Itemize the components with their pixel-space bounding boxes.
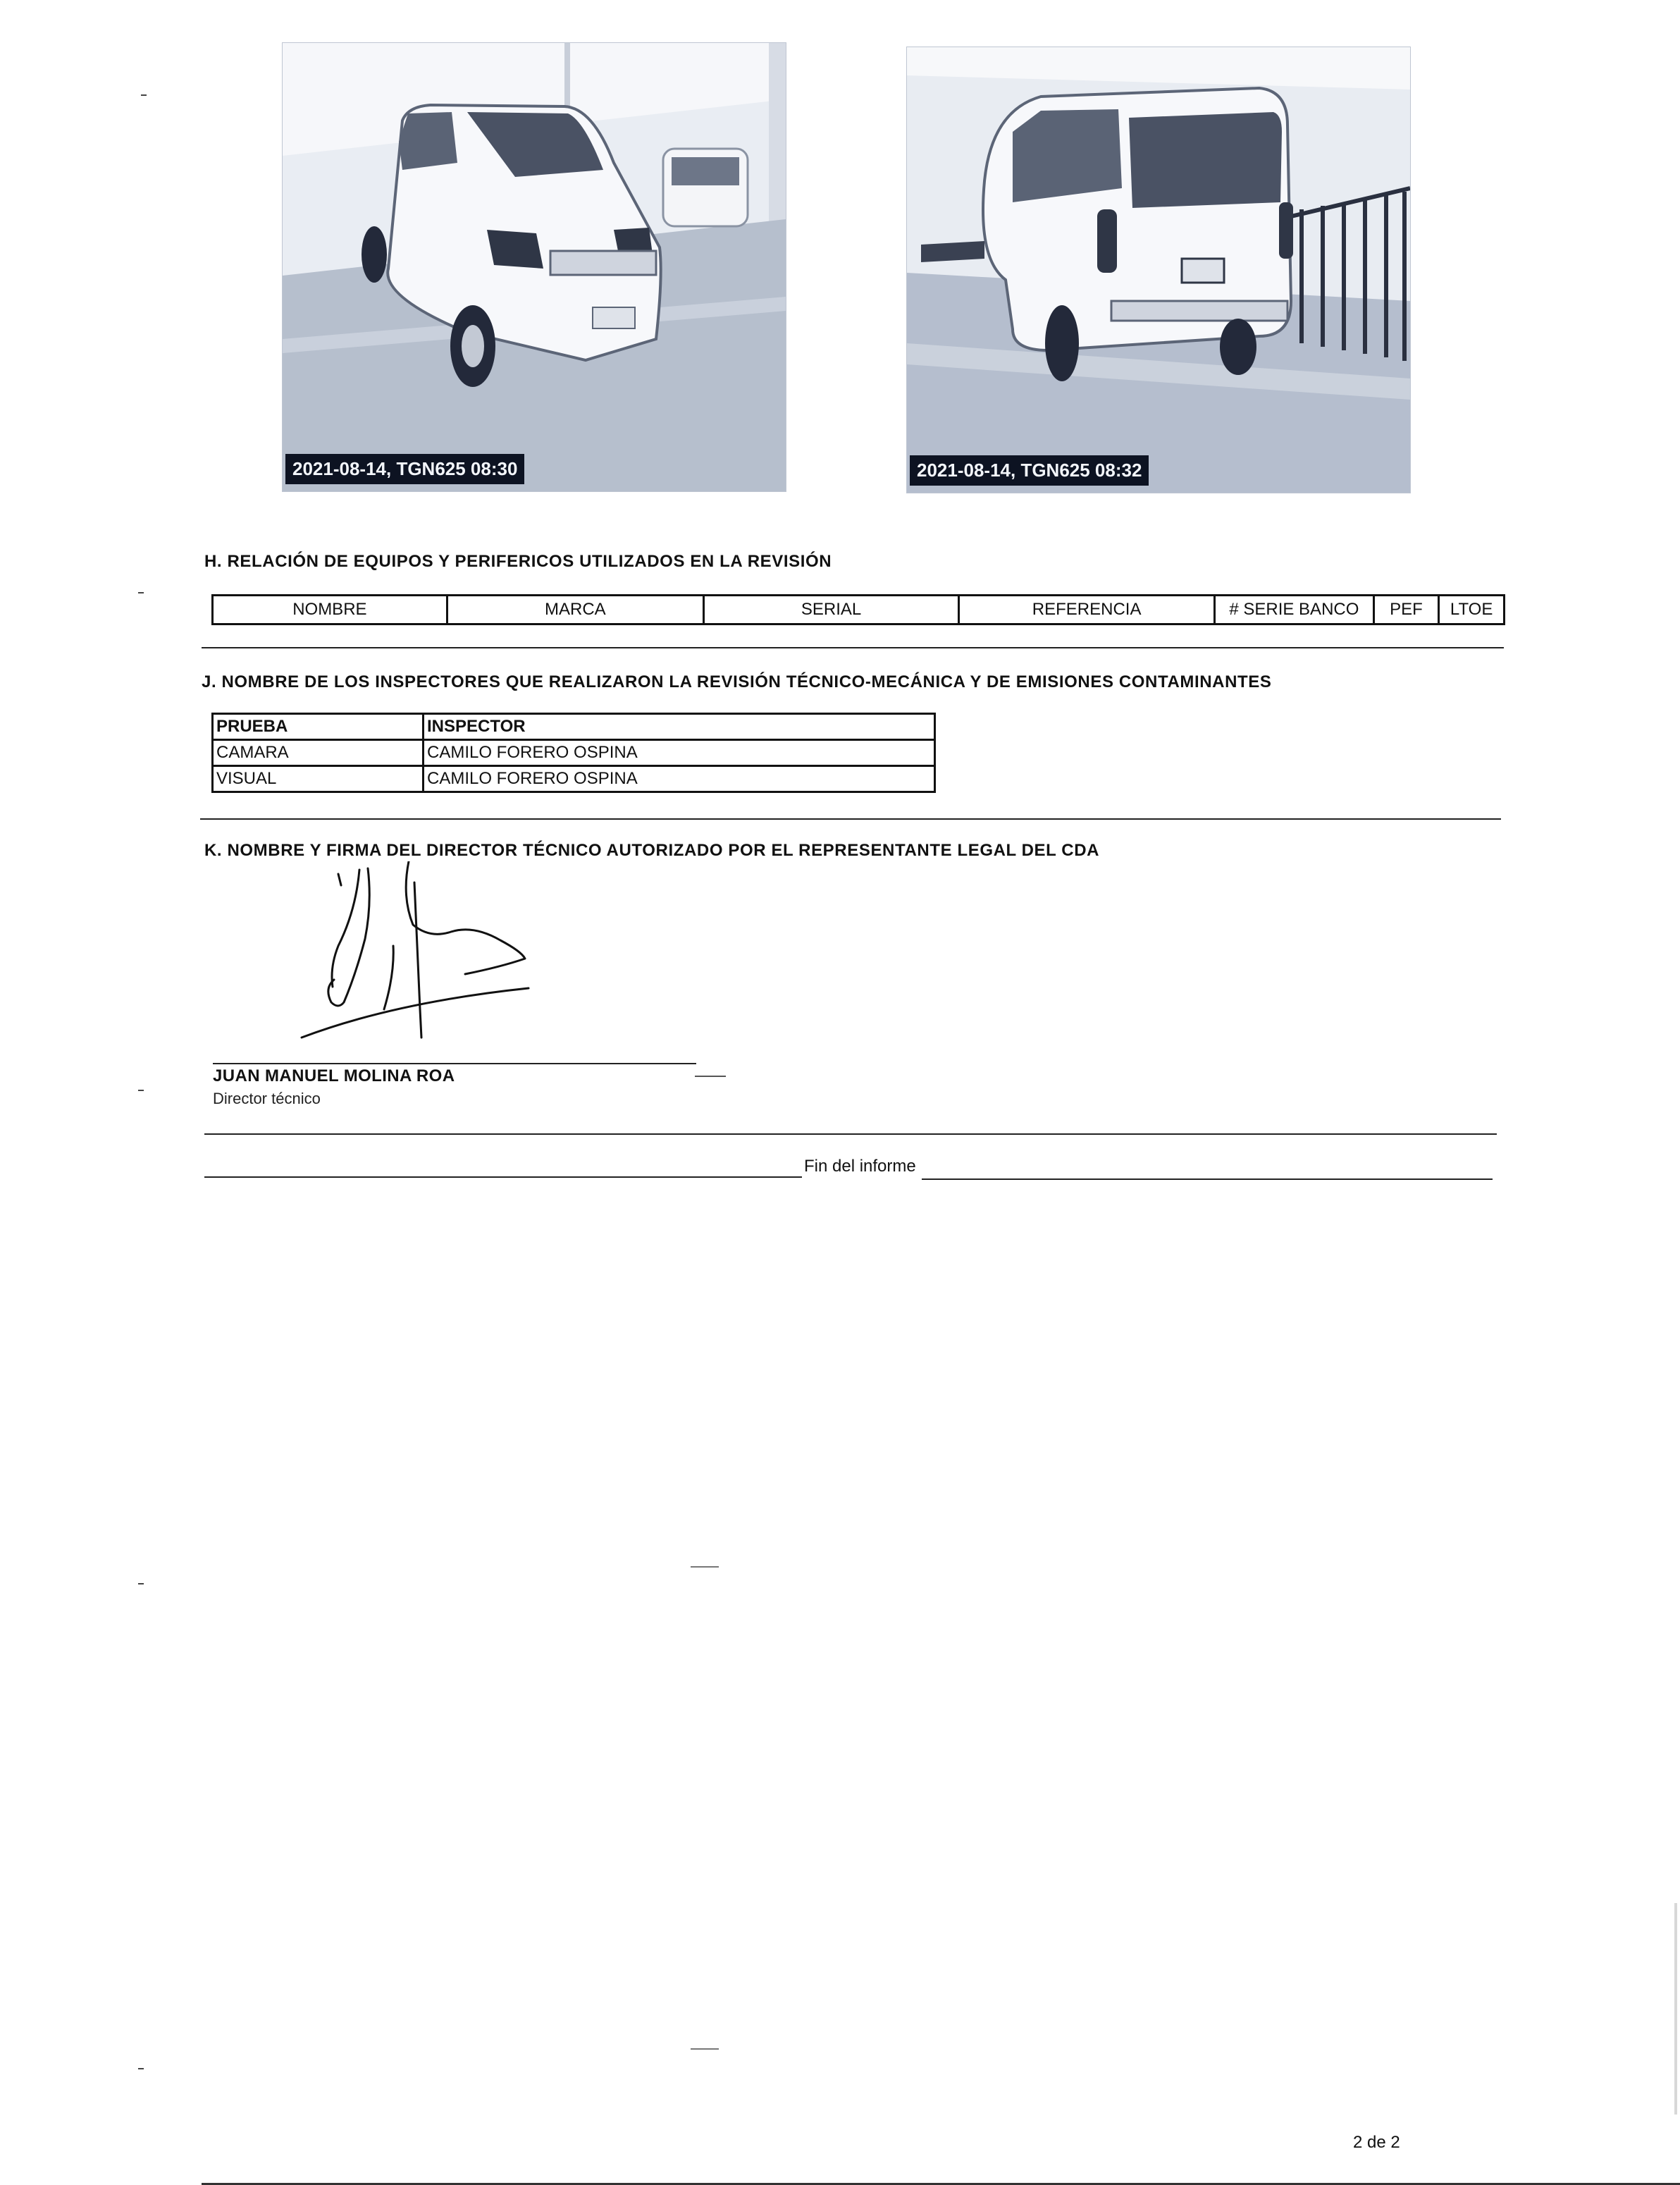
scan-mark	[691, 1566, 719, 1568]
vehicle-rear-image	[907, 47, 1410, 493]
column-header: # SERIE BANCO	[1215, 596, 1374, 624]
scan-mark	[695, 1076, 726, 1077]
column-header: PRUEBA	[213, 714, 424, 740]
column-header: MARCA	[447, 596, 703, 624]
photo-timestamp: 2021-08-14, TGN625 08:30	[285, 454, 524, 484]
table-cell: VISUAL	[213, 766, 424, 792]
end-of-report-label: Fin del informe	[804, 1157, 916, 1176]
divider	[204, 1176, 802, 1178]
signature	[289, 861, 550, 1045]
column-header: SERIAL	[703, 596, 958, 624]
table-header-row	[213, 596, 1505, 624]
scan-mark	[691, 2048, 719, 2050]
equipment-table	[211, 594, 1505, 625]
signature-line	[213, 1063, 696, 1064]
scan-mark	[141, 94, 147, 96]
divider	[922, 1178, 1493, 1180]
photo-timestamp: 2021-08-14, TGN625 08:32	[910, 455, 1149, 486]
divider	[200, 818, 1501, 820]
table-row	[213, 766, 935, 792]
scan-mark	[138, 1583, 144, 1584]
table-cell: CAMARA	[213, 740, 424, 766]
director-role: Director técnico	[213, 1090, 321, 1107]
director-name: JUAN MANUEL MOLINA ROA	[213, 1066, 455, 1085]
vehicle-front-image	[283, 43, 786, 491]
section-h-title: H. RELACIÓN DE EQUIPOS Y PERIFERICOS UTILIZADOS EN LA REVISIÓN	[204, 552, 832, 571]
scan-mark	[138, 592, 144, 593]
table-cell: CAMILO FORERO OSPINA	[424, 766, 935, 792]
scan-mark	[1674, 1903, 1677, 2115]
column-header: NOMBRE	[213, 596, 447, 624]
section-k-title: K. NOMBRE Y FIRMA DEL DIRECTOR TÉCNICO AUTORIZADO POR EL REPRESENTANTE LEGAL DEL CDA	[204, 841, 1100, 860]
divider	[202, 647, 1504, 648]
page-number: 2 de 2	[1353, 2133, 1400, 2152]
column-header: INSPECTOR	[424, 714, 935, 740]
table-header-row	[213, 714, 935, 740]
section-j-title: J. NOMBRE DE LOS INSPECTORES QUE REALIZARON LA REVISIÓN TÉCNICO-MECÁNICA Y DE EMISIONES CONTAMINANTES	[202, 672, 1272, 691]
vehicle-rear-photo	[906, 47, 1411, 493]
vehicle-front-photo	[282, 42, 786, 492]
table-cell: CAMILO FORERO OSPINA	[424, 740, 935, 766]
column-header: REFERENCIA	[959, 596, 1215, 624]
scan-mark	[138, 2068, 144, 2069]
column-header: PEF	[1373, 596, 1439, 624]
inspectors-table	[211, 713, 936, 793]
column-header: LTOE	[1439, 596, 1505, 624]
scan-mark	[138, 1090, 144, 1091]
divider	[204, 1133, 1497, 1135]
table-row	[213, 740, 935, 766]
